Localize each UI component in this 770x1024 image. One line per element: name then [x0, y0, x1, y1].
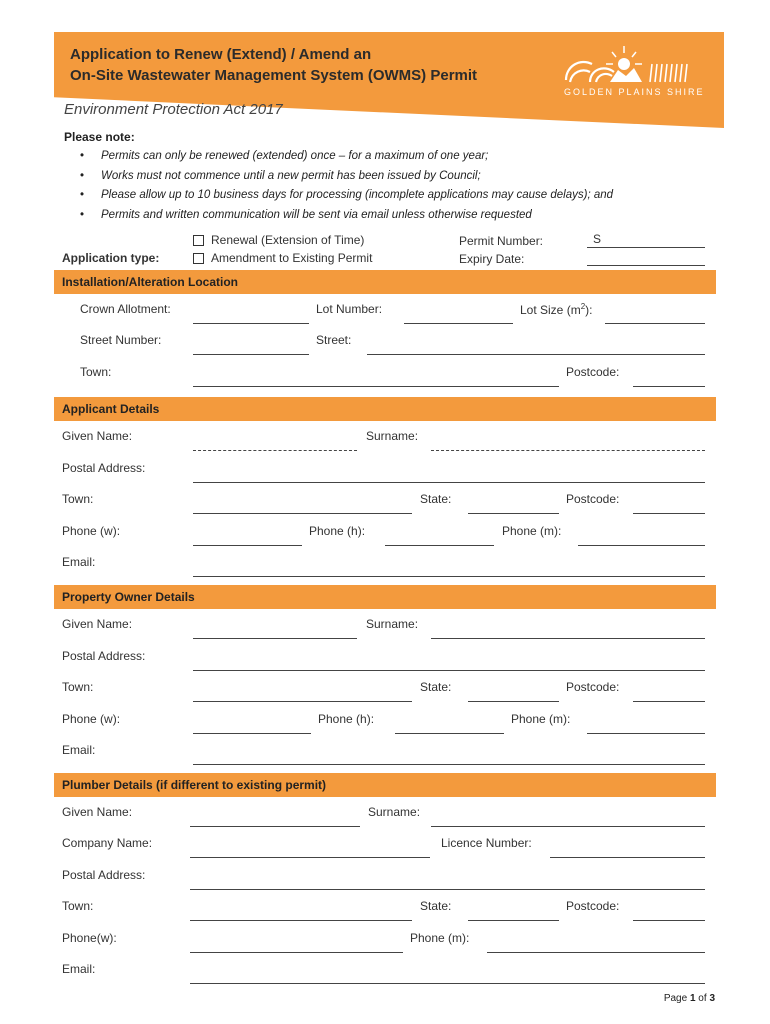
owner-heading: Property Owner Details — [62, 590, 195, 604]
permit-number-field[interactable] — [587, 247, 705, 248]
application-type-label: Application type: — [62, 251, 160, 265]
plumber-section-header — [54, 773, 716, 797]
applicant-phone-m-field[interactable] — [578, 545, 705, 546]
applicant-postal-address-field[interactable] — [193, 482, 705, 483]
applicant-email-label: Email: — [62, 555, 96, 569]
owner-postal-address-label: Postal Address: — [62, 649, 146, 663]
crown-allotment-field[interactable] — [193, 323, 309, 324]
owner-postcode-label: Postcode: — [566, 680, 620, 694]
note-item: • Permits can only be renewed (extended) once – for a maximum of one year; — [80, 150, 613, 170]
owner-email-field[interactable] — [193, 764, 705, 765]
owner-town-field[interactable] — [193, 701, 412, 702]
applicant-town-label: Town: — [62, 492, 94, 506]
page-total: 3 — [709, 993, 715, 1004]
plumber-surname-field[interactable] — [431, 826, 705, 827]
lot-number-field[interactable] — [404, 323, 513, 324]
postcode-label: Postcode: — [566, 365, 620, 379]
page-number — [664, 993, 715, 1004]
applicant-phone-h-field[interactable] — [385, 545, 494, 546]
applicant-postcode-field[interactable] — [633, 513, 705, 514]
plumber-postal-address-field[interactable] — [190, 889, 705, 890]
postcode-field[interactable] — [633, 386, 705, 387]
applicant-email-field[interactable] — [193, 576, 705, 577]
plumber-phone-m-label: Phone (m): — [410, 931, 470, 945]
applicant-heading: Applicant Details — [62, 402, 160, 416]
applicant-town-field[interactable] — [193, 513, 412, 514]
notes-list — [80, 150, 613, 228]
plumber-phone-w-label: Phone(w): — [62, 931, 117, 945]
owner-postal-address-field[interactable] — [193, 670, 705, 671]
plumber-town-field[interactable] — [190, 920, 412, 921]
plumber-postcode-field[interactable] — [633, 920, 705, 921]
applicant-phone-w-field[interactable] — [193, 545, 302, 546]
renewal-option-label: Renewal (Extension of Time) — [211, 233, 365, 247]
act-subtitle: Environment Protection Act 2017 — [64, 101, 283, 118]
plumber-email-field[interactable] — [190, 983, 705, 984]
note-item: • Permits and written communication will be sent via email unless otherwise requested — [80, 209, 613, 229]
plumber-state-field[interactable] — [468, 920, 559, 921]
applicant-surname-label: Surname: — [366, 429, 419, 443]
lot-size-text: Lot Size (m — [520, 303, 581, 317]
installation-heading: Installation/Alteration Location — [62, 275, 239, 289]
amendment-checkbox[interactable] — [193, 253, 204, 264]
applicant-surname-field[interactable] — [431, 450, 705, 451]
logo-text: GOLDEN PLAINS SHIRE — [564, 87, 705, 97]
note-item: • Please allow up to 10 business days for processing (incomplete applications may cause delays); and — [80, 189, 613, 209]
applicant-state-label: State: — [420, 492, 452, 506]
renewal-checkbox[interactable] — [193, 235, 204, 246]
owner-phone-h-label: Phone (h): — [318, 712, 375, 726]
title-line-1: Application to Renew (Extend) / Amend an — [70, 46, 372, 63]
street-label: Street: — [316, 333, 352, 347]
plumber-heading: Plumber Details (if different to existing permit) — [62, 778, 327, 792]
owner-phone-m-label: Phone (m): — [511, 712, 571, 726]
owner-town-label: Town: — [62, 680, 94, 694]
applicant-phone-h-label: Phone (h): — [309, 524, 366, 538]
plumber-phone-m-field[interactable] — [487, 952, 705, 953]
permit-number-label: Permit Number: — [459, 234, 544, 248]
form-title — [70, 44, 477, 86]
plumber-surname-label: Surname: — [368, 805, 421, 819]
notes-heading: Please note: — [64, 130, 135, 144]
street-number-label: Street Number: — [80, 333, 162, 347]
owner-state-field[interactable] — [468, 701, 559, 702]
owner-state-label: State: — [420, 680, 452, 694]
lot-size-label — [520, 302, 592, 317]
owner-phone-h-field[interactable] — [395, 733, 504, 734]
page-prefix: Page — [663, 993, 690, 1004]
owner-email-label: Email: — [62, 743, 96, 757]
plumber-state-label: State: — [420, 899, 452, 913]
owner-phone-m-field[interactable] — [587, 733, 705, 734]
applicant-given-name-label: Given Name: — [62, 429, 133, 443]
page-current: 1 — [689, 993, 696, 1004]
plumber-company-label: Company Name: — [62, 836, 153, 850]
town-label: Town: — [80, 365, 112, 379]
applicant-given-name-field[interactable] — [193, 450, 357, 451]
applicant-postcode-label: Postcode: — [566, 492, 620, 506]
owner-phone-w-label: Phone (w): — [62, 712, 121, 726]
plumber-postal-address-label: Postal Address: — [62, 868, 146, 882]
plumber-licence-label: Licence Number: — [441, 836, 532, 850]
note-item: • Works must not commence until a new permit has been issued by Council; — [80, 170, 613, 190]
plumber-licence-field[interactable] — [550, 857, 705, 858]
expiry-date-label: Expiry Date: — [459, 252, 525, 266]
lot-size-sup: 2 — [580, 302, 586, 311]
plumber-company-field[interactable] — [190, 857, 430, 858]
expiry-date-field[interactable] — [587, 265, 705, 266]
applicant-section-header — [54, 397, 716, 421]
applicant-phone-w-label: Phone (w): — [62, 524, 121, 538]
applicant-postal-address-label: Postal Address: — [62, 461, 146, 475]
amendment-option-label: Amendment to Existing Permit — [211, 251, 373, 265]
plumber-phone-w-field[interactable] — [190, 952, 403, 953]
town-field[interactable] — [193, 386, 559, 387]
plumber-given-name-label: Given Name: — [62, 805, 133, 819]
owner-postcode-field[interactable] — [633, 701, 705, 702]
page-of: of — [695, 993, 710, 1004]
owner-surname-field[interactable] — [431, 638, 705, 639]
plumber-email-label: Email: — [62, 962, 96, 976]
owner-given-name-field[interactable] — [193, 638, 357, 639]
owner-given-name-label: Given Name: — [62, 617, 133, 631]
plumber-postcode-label: Postcode: — [566, 899, 620, 913]
title-line-2: On-Site Wastewater Management System (OWMS) Permit — [70, 67, 478, 84]
permit-number-value: S — [593, 232, 602, 246]
owner-surname-label: Surname: — [366, 617, 419, 631]
installation-section-header — [54, 270, 716, 294]
applicant-phone-m-label: Phone (m): — [502, 524, 562, 538]
crown-allotment-label: Crown Allotment: — [80, 302, 171, 316]
lot-size-end: ): — [585, 303, 593, 317]
street-number-field[interactable] — [193, 354, 309, 355]
street-field[interactable] — [367, 354, 705, 355]
plumber-given-name-field[interactable] — [190, 826, 360, 827]
owner-phone-w-field[interactable] — [193, 733, 311, 734]
lot-number-label: Lot Number: — [316, 302, 383, 316]
owner-section-header — [54, 585, 716, 609]
lot-size-field[interactable] — [605, 323, 705, 324]
plumber-town-label: Town: — [62, 899, 94, 913]
applicant-state-field[interactable] — [468, 513, 559, 514]
